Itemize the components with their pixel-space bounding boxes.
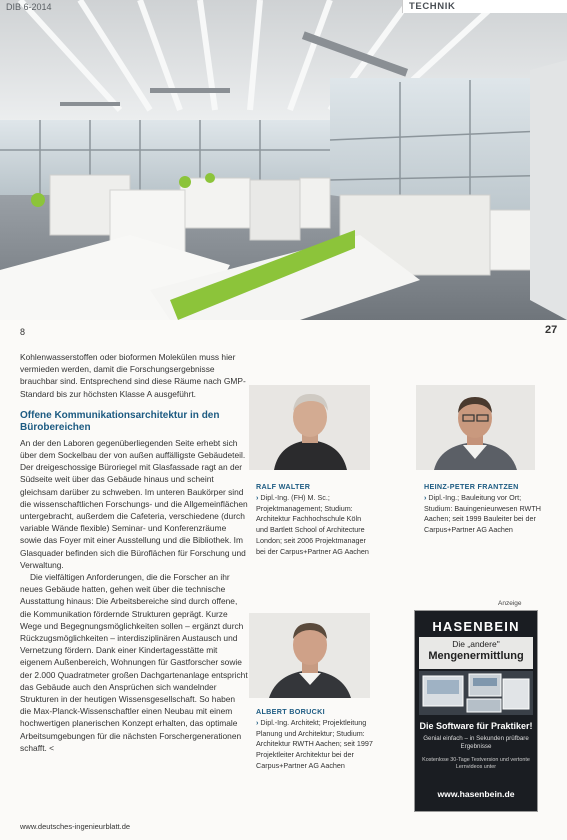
portrait-image <box>416 385 535 470</box>
person-name: RALF WALTER <box>256 482 311 491</box>
issue-label: DIB 6-2014 <box>6 2 52 12</box>
portrait-image <box>249 385 370 470</box>
ad-image <box>419 671 533 715</box>
arrow-icon: › <box>256 718 259 727</box>
article-paragraph: Kohlenwasserstoffen oder bioformen Molekülen muss hier vermieden werden, damit die Forschungsergebnisse brauchbar sind. Entsprechend sind diese Räume nach GMP-Standard bis zur höchsten Klasse A ausgeführt. <box>20 352 246 399</box>
person-bio <box>256 718 374 772</box>
portrait-image <box>249 613 370 698</box>
page-number-right: 27 <box>545 324 558 336</box>
portrait-ralf-walter <box>249 385 370 470</box>
section-header <box>402 0 567 13</box>
ad-subtitle: Die „andere" <box>452 639 500 649</box>
ad-tagline: Die Software für Praktiker! <box>419 721 533 731</box>
page-number-left: 8 <box>20 327 26 337</box>
person-name: ALBERT BORUCKI <box>256 707 325 716</box>
ad-url[interactable]: www.hasenbein.de <box>437 789 515 799</box>
article-paragraph: An der den Laboren gegenüberliegenden Seite erhebt sich über dem Sockelbau der von außen auffälligste Gebäudeteil. Der dreigeschossige Büroriegel mit Glasfassade ragt an der Südseite weit über das Gebäude hinaus und scheint gleichsam darüber zu schweben. Im unteren Baukörper sind die wissenschaftlichen Forschungs- und die Allgemeinflächen untergebracht, außerdem die Cafeteria, verschiedene (durch variable Wände flexible) Seminar- und Konferenzräume sowie das Foyer mit einer Ausstellung und die Bibliothek. Im Glasquader befinden sich die Büroflächen für Forschung und Verwaltung. <box>20 437 248 570</box>
ad-headline-band <box>419 637 533 669</box>
article-heading: Offene Kommunikationsarchitektur in den Bürobereichen <box>20 409 220 434</box>
person-bio-text: Dipl.-Ing. (FH) M. Sc.; Projektmanagement; Studium: Architektur Fachhochschule Köln und Bartlett School of Architecture London; seit 2006 Projektmanager bei der Carpus+Partner AG Aachen <box>256 493 369 556</box>
ad-label: Anzeige <box>498 600 522 607</box>
article-body <box>20 351 248 754</box>
ad-screenshot-collage <box>419 671 533 715</box>
ad-headline: Mengenermittlung <box>428 650 524 662</box>
person-bio-text: Dipl.-Ing.; Bauleitung vor Ort; Studium: Bauingenieurwesen RWTH Aachen; seit 1999 Bauleiter bei der Carpus+Partner AG Aachen <box>424 493 541 535</box>
section-label: TECHNIK <box>409 1 456 12</box>
office-photo-illustration <box>0 0 567 320</box>
person-name: HEINZ-PETER FRANTZEN <box>424 482 519 491</box>
portrait-heinz-peter-frantzen <box>416 385 535 470</box>
arrow-icon: › <box>424 493 427 502</box>
arrow-icon: › <box>256 493 259 502</box>
ad-tagline-detail: Genial einfach – in Sekunden prüfbare Ergebnisse <box>423 735 529 750</box>
footer-url[interactable]: www.deutsches-ingenieurblatt.de <box>20 822 131 831</box>
person-bio-text: Dipl.-Ing. Architekt; Projektleitung Planung und Architektur; Studium: Architektur RWTH Aachen; seit 1997 Projektleiter Architektur bei der Carpus+Partner AG Aachen <box>256 718 373 770</box>
ad-brand: HASENBEIN <box>432 619 520 634</box>
person-bio <box>424 493 542 536</box>
portrait-albert-borucki <box>249 613 370 698</box>
advertisement[interactable] <box>414 610 538 812</box>
office-photo <box>0 0 567 320</box>
person-bio <box>256 493 374 557</box>
ad-small-print: Kostenlose 30-Tage Testversion und vertonte Lernvideos unter <box>422 757 530 771</box>
article-paragraph: Die vielfältigen Anforderungen, die die Forscher an ihr neues Gebäude hatten, gehen weit über die technische Ausstattung hinaus: Die Arbeitsbereiche sind durch offene, die Kommunikation fördernde Strukturen geprägt. Kurze Wege und Begegnungsmöglichkeiten sollen – ergänzt durch Rückzugsmöglichkeiten – interdisziplinären Austausch und Vernetzung fördern. Dank einer Kindertagesstätte mit eigenem Außenbereich, Wohnungen für Gastforscher sowie der 2.000 Quadratmeter großen Dachgartenanlage entspricht das Gebäude auch den Ansprüchen sich wandelnder Strukturen in der heutigen Wissensgesellschaft. So haben die Max-Planck-Wissenschaftler einen Neubau mit einem hochwertigen planerischen Konzept erhalten, das optimale Arbeitsumgebungen für die nächsten Forschergenerationen schafft. < <box>20 572 248 753</box>
